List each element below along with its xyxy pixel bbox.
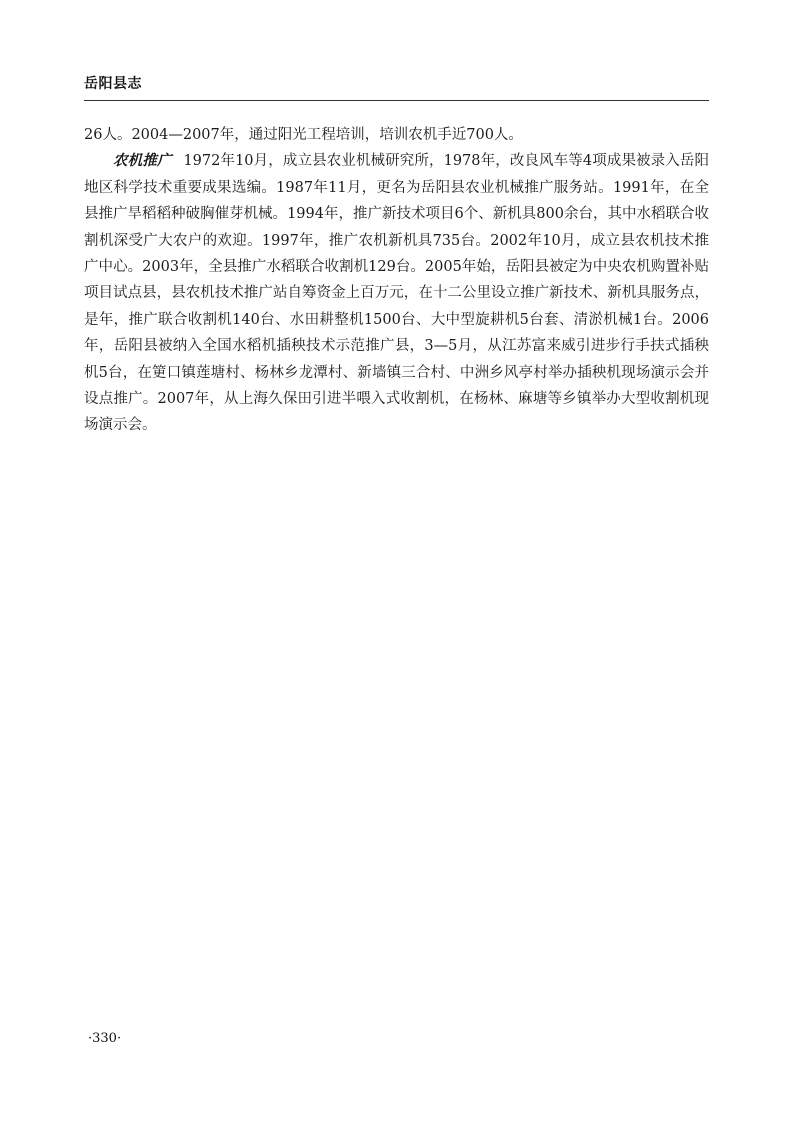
- section-heading: 农机推广: [113, 153, 172, 170]
- page-number: ·330·: [88, 1031, 122, 1046]
- body-text: [84, 122, 709, 439]
- header-divider: [84, 100, 709, 101]
- paragraph-continuation: 26人。2004—2007年，通过阳光工程培训，培训农机手近700人。: [84, 127, 523, 143]
- section-body-text: 1972年10月，成立县农业机械研究所，1978年，改良风车等4项成果被录入岳阳地区科学技术重要成果选编。1987年11月，更名为岳阳县农业机械推广服务站。1991年，在全县推广旱稻稻种破胸催芽机械。1994年，推广新技术项目6个、新机具800余台，其中水稻联合收割机深受广大农户的欢迎。1997年，推广农机新机具735台。2002年10月，成立县农机技术推广中心。2003年，全县推广水稻联合收割机129台。2005年始，岳阳县被定为中央农机购置补贴项目试点县，县农机技术推广站自筹资金上百万元，在十二公里设立推广新技术、新机具服务点，是年，推广联合收割机140台、水田耕整机1500台、大中型旋耕机5台套、清淤机械1台。2006年，岳阳县被纳入全国水稻机插秧技术示范推广县，3—5月，从江苏富来威引进步行手扶式插秧机5台，在筻口镇莲塘村、杨林乡龙潭村、新墙镇三合村、中洲乡风亭村举办插秧机现场演示会并设点推广。2007年，从上海久保田引进半喂入式收割机，在杨林、麻塘等乡镇举办大型收割机现场演示会。: [84, 153, 709, 434]
- running-header-title: 岳阳县志: [84, 76, 142, 92]
- paragraph-agri-machinery-promotion: [84, 148, 709, 438]
